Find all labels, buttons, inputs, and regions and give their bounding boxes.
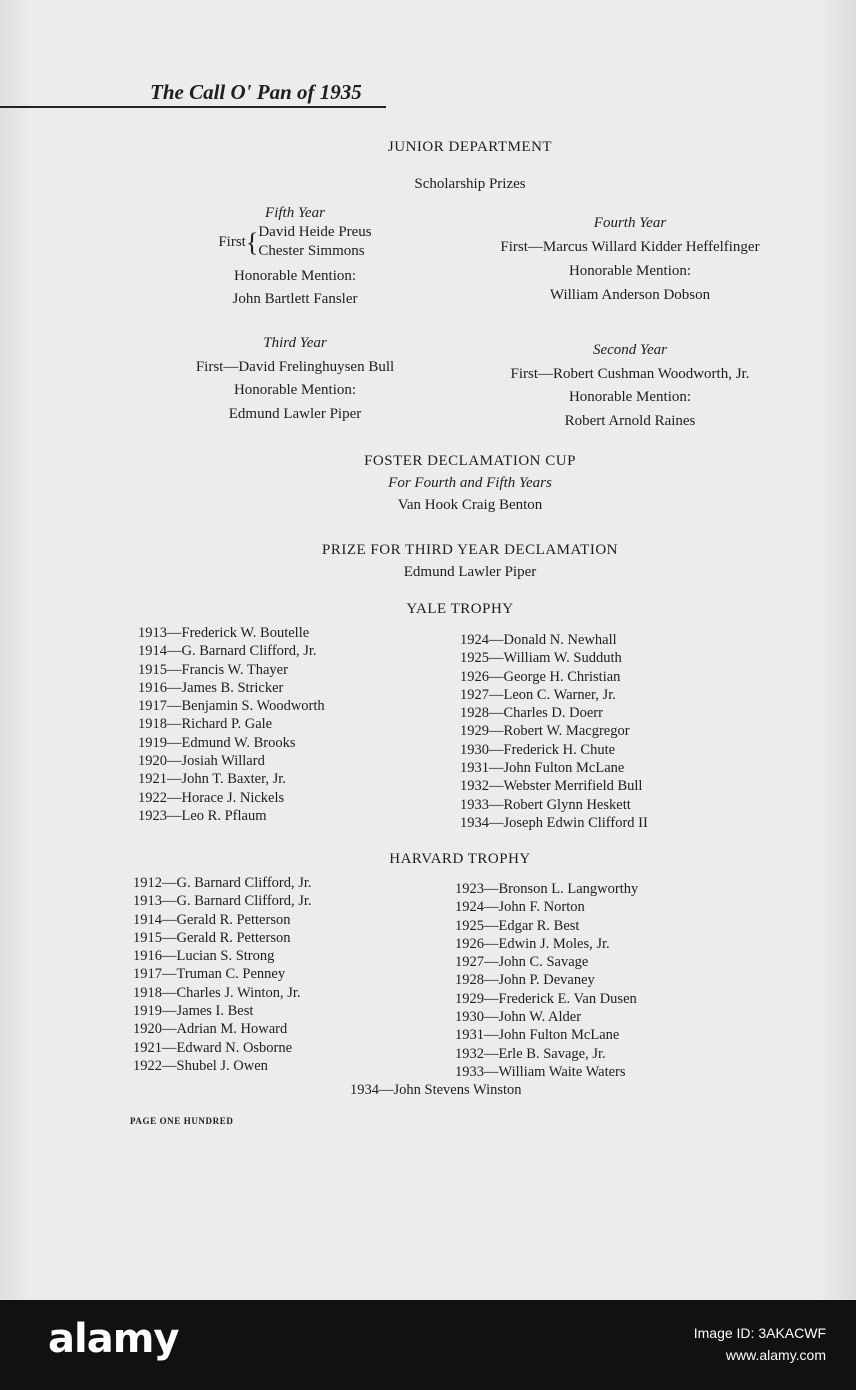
hm-name: Robert Arnold Raines [564, 412, 696, 429]
third-year-block [160, 332, 430, 426]
list-item: 1921—John T. Baxter, Jr. [138, 771, 286, 788]
list-item: 1924—John F. Norton [455, 899, 585, 916]
yale-list-left [138, 624, 325, 825]
harvard-list-right [455, 880, 638, 1081]
list-item: 1930—Frederick H. Chute [460, 741, 616, 758]
list-item: 1925—Edgar R. Best [455, 917, 580, 934]
hm-label: Honorable Mention: [568, 389, 692, 405]
hm-label: Honorable Mention: [233, 382, 357, 398]
brace-icon: { [245, 227, 259, 257]
list-item: 1914—G. Barnard Clifford, Jr. [138, 643, 317, 660]
list-item: 1915—Francis W. Thayer [138, 661, 288, 678]
watermark-url: www.alamy.com [725, 1347, 826, 1363]
department-title: JUNIOR DEPARTMENT [387, 139, 553, 155]
list-item: 1932—Webster Merrifield Bull [460, 778, 643, 795]
list-item: 1928—John P. Devaney [455, 972, 595, 989]
hm-name: John Bartlett Fansler [232, 291, 358, 307]
list-item: 1919—Edmund W. Brooks [138, 734, 296, 751]
list-item: 1928—Charles D. Doerr [460, 705, 603, 722]
list-item: 1918—Richard P. Gale [138, 716, 273, 733]
section-subtitle: For Fourth and Fifth Years [388, 475, 552, 491]
list-item: 1920—Josiah Willard [138, 753, 265, 770]
hm-name: William Anderson Dobson [549, 287, 711, 303]
hm-label: Honorable Mention: [233, 268, 357, 284]
list-item: 1916—Lucian S. Strong [133, 948, 275, 965]
list-item: 1927—Leon C. Warner, Jr. [460, 686, 616, 703]
list-item: 1934—Joseph Edwin Clifford II [460, 814, 648, 831]
winner: First—David Frelinghuysen Bull [195, 358, 395, 375]
list-item: 1914—Gerald R. Petterson [133, 911, 291, 928]
section-title: FOSTER DECLAMATION CUP [364, 453, 576, 469]
scholarship-title: Scholarship Prizes [414, 176, 526, 192]
list-item: 1917—Benjamin S. Woodworth [138, 698, 325, 715]
list-item: 1926—George H. Christian [460, 668, 621, 685]
year-label: Second Year [592, 342, 668, 358]
list-item: 1931—John Fulton McLane [455, 1027, 620, 1044]
list-item: 1917—Truman C. Penney [133, 966, 286, 983]
harvard-list-left [133, 874, 312, 1075]
list-item: 1927—John C. Savage [455, 954, 589, 971]
header-rule [0, 106, 386, 108]
list-item: 1920—Adrian M. Howard [133, 1021, 288, 1038]
list-item: 1923—Leo R. Pflaum [138, 807, 267, 824]
first-label: First [218, 233, 246, 250]
list-item: 1913—Frederick W. Boutelle [138, 625, 310, 641]
winner: First—Marcus Willard Kidder Heffelfinger [500, 239, 760, 255]
watermark-bar [0, 1300, 856, 1390]
list-item: 1913—G. Barnard Clifford, Jr. [133, 893, 312, 910]
list-item: 1934—John Stevens Winston [350, 1082, 522, 1098]
running-header: The Call O' Pan of 1935 [150, 80, 362, 104]
winner: David Heide Preus [258, 224, 372, 240]
year-label: Fifth Year [265, 205, 325, 221]
year-label: Fourth Year [593, 215, 667, 231]
list-item: 1918—Charles J. Winton, Jr. [133, 984, 301, 1001]
list-item: 1915—Gerald R. Petterson [133, 929, 291, 946]
list-item: 1929—Robert W. Macgregor [460, 723, 630, 740]
list-item: 1933—Robert Glynn Heskett [460, 796, 631, 813]
section-title: PRIZE FOR THIRD YEAR DECLAMATION [321, 542, 618, 558]
yale-list-right [460, 631, 648, 832]
list-item: 1924—Donald N. Newhall [460, 632, 617, 648]
list-item: 1926—Edwin J. Moles, Jr. [455, 935, 610, 952]
fifth-year-block [170, 204, 420, 309]
page-footer: PAGE ONE HUNDRED [130, 1116, 234, 1126]
alamy-logo: alamy [48, 1316, 179, 1362]
winner: First—Robert Cushman Woodworth, Jr. [510, 365, 750, 382]
list-item: 1922—Shubel J. Owen [133, 1057, 268, 1074]
winner: Van Hook Craig Benton [397, 497, 543, 513]
list-item: 1919—James I. Best [133, 1003, 254, 1020]
image-id-text: Image ID: 3AKACWF [693, 1325, 826, 1341]
list-item: 1933—William Waite Waters [455, 1063, 626, 1080]
winner: Chester Simmons [258, 243, 365, 259]
list-item: 1912—G. Barnard Clifford, Jr. [133, 875, 312, 891]
list-item: 1922—Horace J. Nickels [138, 789, 285, 806]
list-item: 1923—Bronson L. Langworthy [455, 881, 639, 897]
winner: Edmund Lawler Piper [403, 564, 537, 580]
fourth-year-block [470, 211, 790, 307]
third-year-declamation-block [240, 539, 700, 583]
year-label: Third Year [263, 335, 327, 351]
list-item: 1931—John Fulton McLane [460, 760, 625, 777]
list-item: 1925—William W. Sudduth [460, 650, 622, 667]
list-item: 1921—Edward N. Osborne [133, 1039, 293, 1056]
list-item: 1929—Frederick E. Van Dusen [455, 990, 637, 1007]
second-year-block [470, 339, 790, 433]
list-item: 1932—Erle B. Savage, Jr. [455, 1045, 606, 1062]
list-item: 1930—John W. Alder [455, 1009, 582, 1026]
hm-label: Honorable Mention: [568, 263, 692, 279]
list-item: 1916—James B. Stricker [138, 679, 284, 696]
foster-cup-block [260, 450, 680, 516]
hm-name: Edmund Lawler Piper [228, 405, 362, 422]
yale-trophy-title: YALE TROPHY [406, 601, 514, 617]
harvard-trophy-title: HARVARD TROPHY [389, 851, 531, 867]
image-id [694, 1322, 826, 1366]
